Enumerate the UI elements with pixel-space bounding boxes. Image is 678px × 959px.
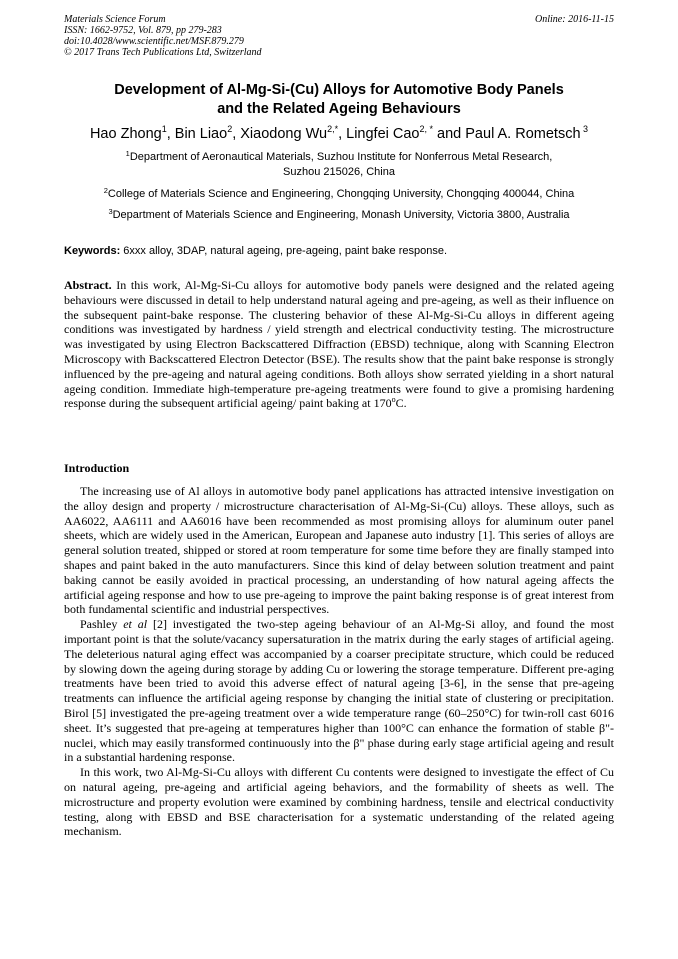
- author-affiliation-mark: 2,*: [327, 124, 339, 134]
- paper-title: [40, 81, 638, 119]
- author-name: Hao Zhong: [89, 126, 162, 142]
- abstract-end: C.: [395, 396, 407, 411]
- affiliation-1-line-2: Suzhou 215026, China: [283, 166, 395, 178]
- et-al: et al: [123, 617, 148, 632]
- abstract-text: In this work, Al-Mg-Si-Cu alloys for automotive body panels were designed and the related ageing behaviours were discussed in detail to help understand natural ageing and pre-ageing, as well as their influence on the subsequent paint-bake response. The clustering behavior of these Al-Mg-Si-Cu alloys in different ageing conditions was investigated by hardness / yield strength and electrical conductivity testing. The microstructure was investigated by using Electron Backscattered Diffraction (EBSD) technique, along with Scanning Electron Microscopy with Backscattered Electron Detector (BSE). The results show that the paint bake response is strongly influenced by the pre-ageing and natural ageing conditions. Both alloys show serrated yielding in a short natural ageing condition. Immediate high-temperature pre-ageing treatments were found to give a promising hardening response during the subsequent artificial ageing/ paint baking at 170: [64, 278, 614, 411]
- affiliation-mark: 3: [108, 207, 113, 216]
- affiliation-1: [40, 150, 638, 180]
- affiliation-text: Department of Materials Science and Engineering, Monash University, Victoria 3800, Australia: [112, 209, 570, 221]
- affiliation-3: [40, 208, 638, 223]
- abstract: [64, 278, 614, 411]
- author-separator: ,: [338, 126, 347, 142]
- affiliation-mark: 2: [103, 186, 108, 195]
- keywords: [64, 244, 614, 259]
- paragraph: [64, 617, 614, 765]
- author-affiliation-mark: 1: [161, 124, 167, 134]
- online-date: Online: 2016-11-15: [535, 14, 614, 25]
- author-affiliation-mark: 3: [580, 124, 589, 134]
- journal-name: Materials Science Forum: [64, 14, 166, 25]
- author-separator: and: [433, 126, 466, 142]
- citation-author: Pashley: [80, 617, 124, 632]
- introduction-body: [64, 484, 614, 839]
- section-heading-introduction: Introduction: [64, 461, 130, 475]
- copyright-line: © 2017 Trans Tech Publications Ltd, Switzerland: [64, 47, 262, 58]
- affiliation-text: College of Materials Science and Engineering, Chongqing University, Chongqing 400044, China: [107, 188, 575, 200]
- journal-doi: doi:10.4028/www.scientific.net/MSF.879.279: [64, 36, 244, 47]
- author-list: [40, 124, 638, 144]
- author-name: Lingfei Cao: [346, 126, 420, 142]
- affiliation-2: [40, 187, 638, 202]
- author-name: Xiaodong Wu: [240, 126, 328, 142]
- keywords-text: 6xxx alloy, 3DAP, natural ageing, pre-ageing, paint bake response.: [120, 245, 447, 257]
- author-name: Bin Liao: [174, 126, 228, 142]
- title-line-1: Development of Al-Mg-Si-(Cu) Alloys for Automotive Body Panels: [114, 82, 564, 98]
- keywords-label: Keywords:: [64, 245, 121, 257]
- title-line-2: and the Related Ageing Behaviours: [217, 101, 461, 117]
- paragraph-text: [2] investigated the two-step ageing behaviour of an Al-Mg-Si alloy, and found the most important point is that the solute/vacancy supersaturation in the matrix during the early stages of artificial ageing. The deleterious natural aging effect was accompanied by a coarser precipitate structure, which could be reduced by slowing down the ageing during storage by adding Cu or lowering the storage temperature. Different pre-aging treatments have been tried to avoid this adverse effect of natural ageing [3-6], in the sense that pre-ageing treatments can influence the artificial ageing response by changing the initial state of clustering or precipitation. Birol [5] investigated the pre-ageing treatment over a wide temperature range (60–250°C) for twin-roll cast 6016 sheet. It’s suggested that pre-ageing at temperatures higher than 100°C can enhance the formation of stable β"-nuclei, which may easily transformed continuously into the β" phase during early stage artificial ageing and result in a substantial hardening response.: [64, 617, 615, 765]
- paragraph: In this work, two Al-Mg-Si-Cu alloys with different Cu contents were designed to investigate the effect of Cu on natural ageing, pre-ageing and artificial ageing behaviors, and the formability of sheets as well. The microstructure and property evolution were examined by combining hardness, tensile and electrical conductivity testing, along with EBSD and BSE characterisation for a systematic understanding of the related ageing mechanism.: [64, 765, 614, 839]
- degree-mark: o: [391, 395, 396, 405]
- affiliation-text: Department of Aeronautical Materials, Suzhou Institute for Nonferrous Metal Research,: [129, 151, 553, 163]
- author-separator: ,: [232, 126, 241, 142]
- author-affiliation-mark: 2: [227, 124, 233, 134]
- affiliation-mark: 1: [125, 149, 130, 158]
- journal-info: [64, 14, 614, 58]
- abstract-label: Abstract.: [64, 278, 112, 292]
- journal-issn: ISSN: 1662-9752, Vol. 879, pp 279-283: [64, 25, 222, 36]
- paragraph: The increasing use of Al alloys in automotive body panel applications has attracted intensive investigation on the alloy design and property / microstructure characterisation of Al-Mg-Si-(Cu) alloys. These alloys, such as AA6022, AA6111 and AA6016 have been recommended as most promising alloys for aluminum outer panel sheets, which are widely used in the American, European and Japanese auto industry [1]. This series of alloys are general solution treated, shipped or stored at room temperature for some time before they are finally stamped into shapes and paint baked in the auto manufacturers. Since this kind of delay between solution treatment and paint baking cannot be easily avoided in practical processing, an understanding of how natural ageing affects the artificial ageing response and how to use pre-ageing to improve the paint baking response is of great interest from both fundamental scientific and industrial perspectives.: [64, 484, 614, 617]
- author-separator: ,: [166, 126, 175, 142]
- affiliation-1-line-1: [40, 150, 638, 165]
- author-affiliation-mark: 2, *: [419, 124, 434, 134]
- running-header: [64, 14, 614, 58]
- author-name: Paul A. Rometsch: [465, 126, 581, 142]
